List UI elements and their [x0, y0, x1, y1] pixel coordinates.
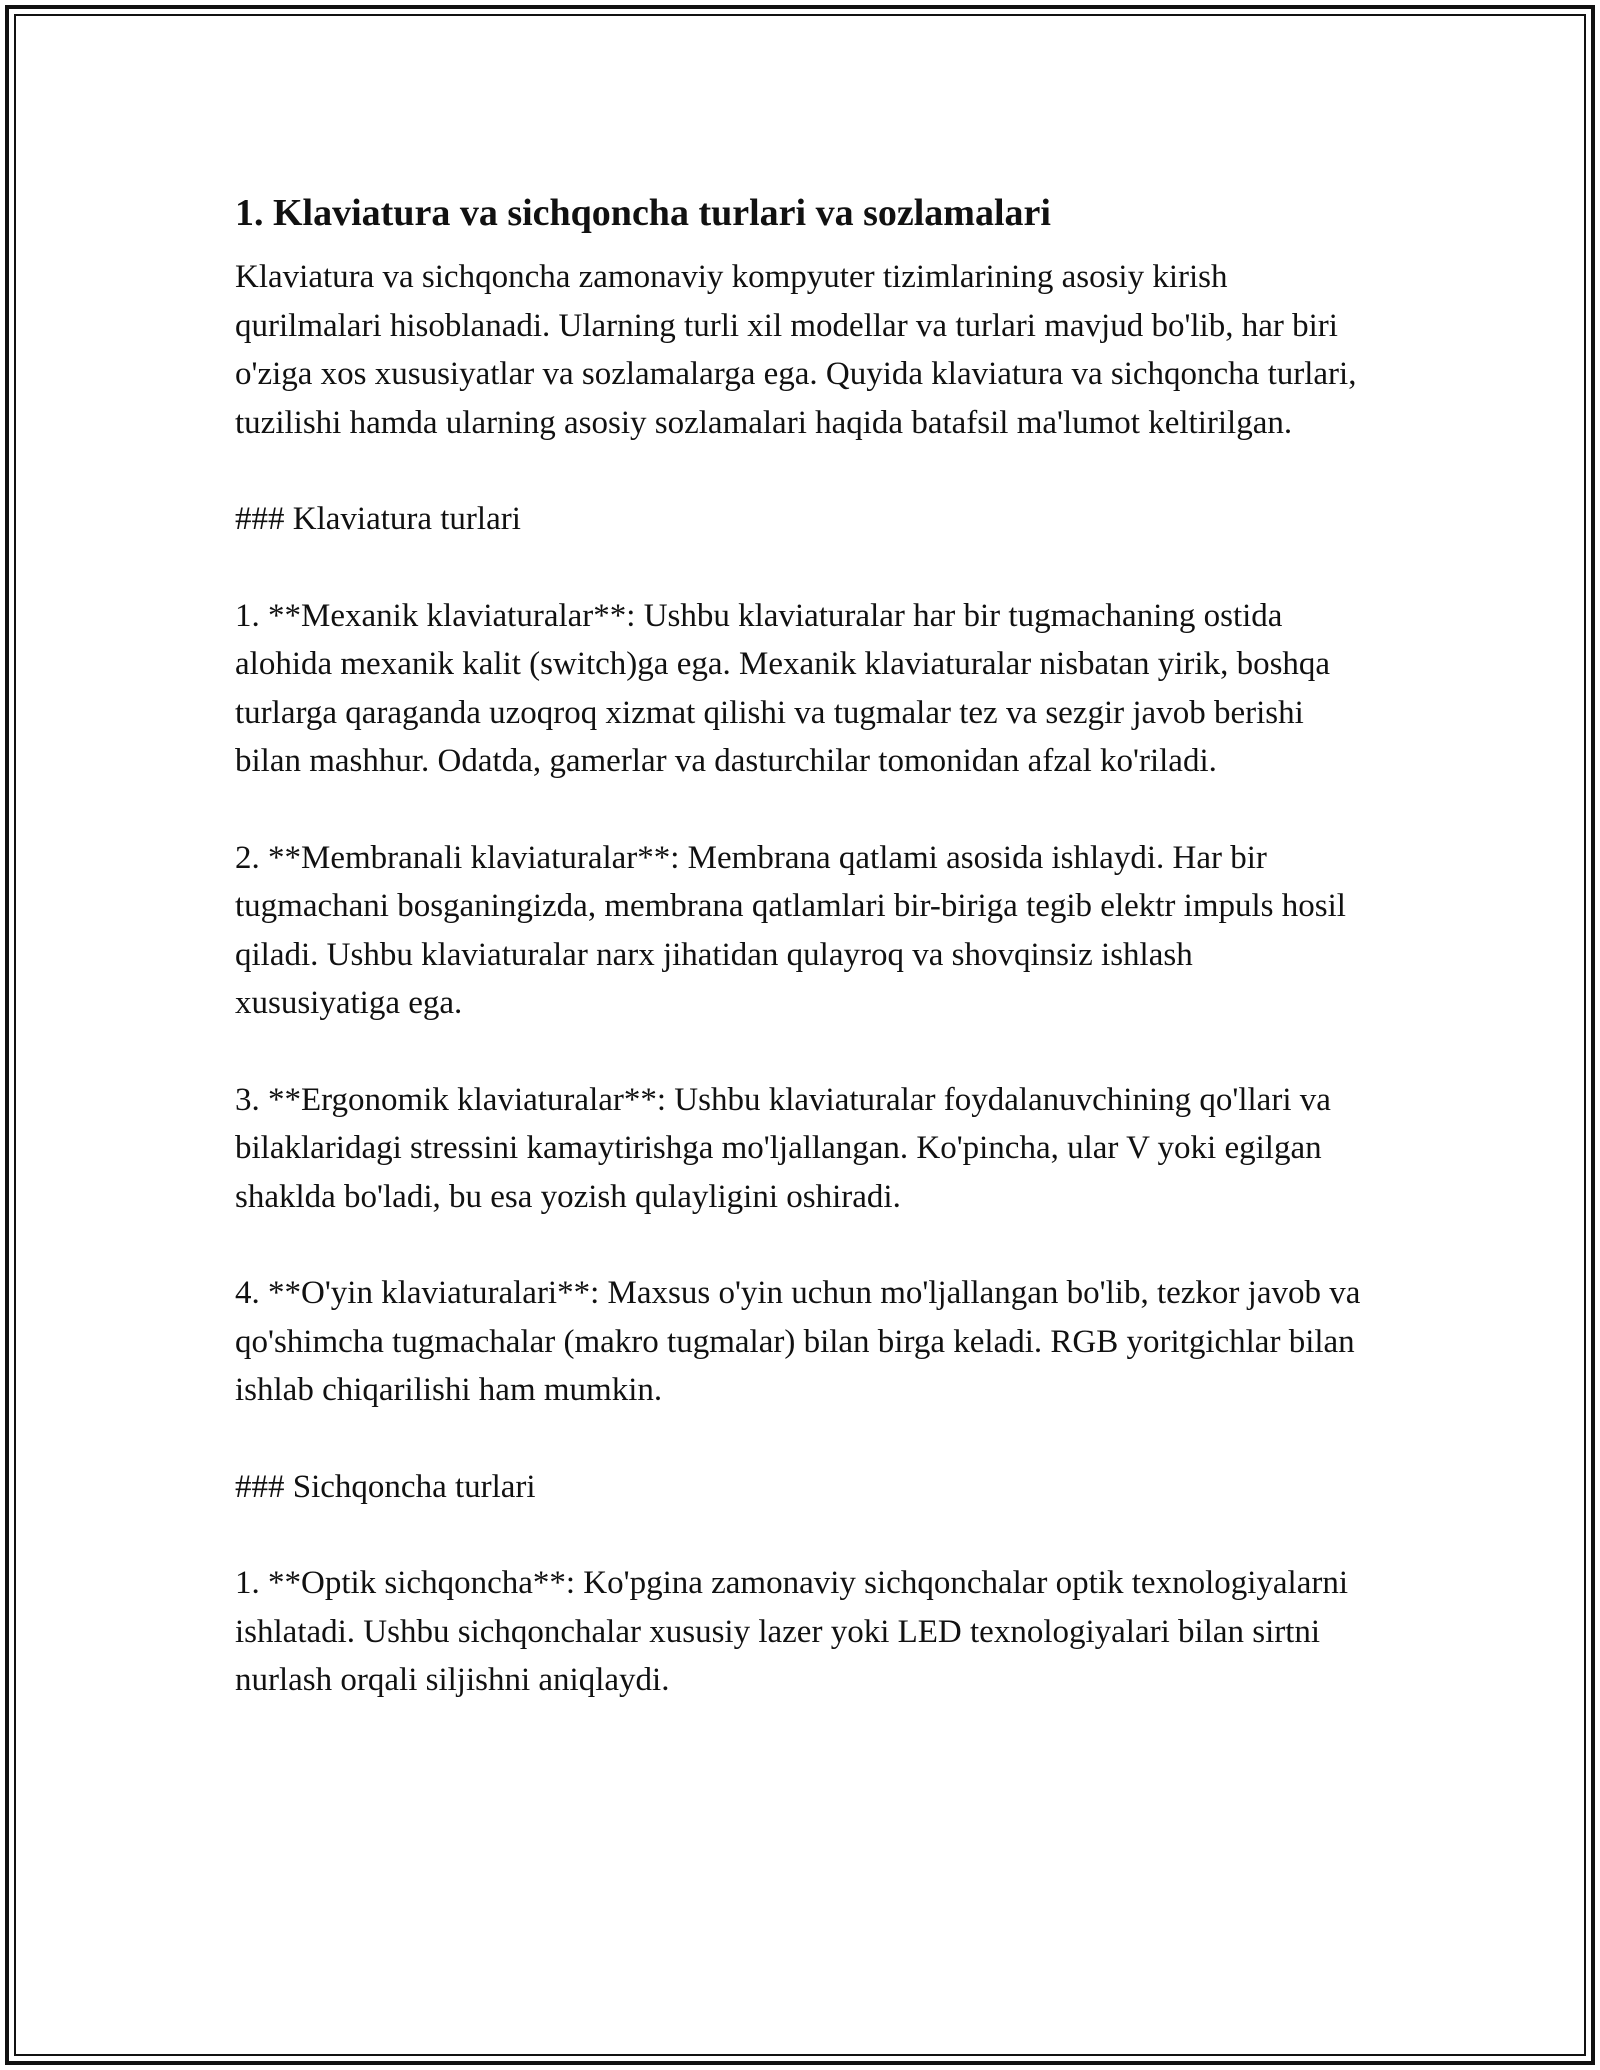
document-title: 1. Klaviatura va sichqoncha turlari va sozlamalari [235, 192, 1051, 234]
keyboard-item-mechanical: 1. **Mexanik klaviaturalar**: Ushbu klaviaturalar har bir tugmachaning ostida alohida mexanik kalit (switch)ga ega. Mexanik klaviaturalar nisbatan yirik, boshqa turlarga qaraganda uzoqroq xizmat qilishi va tugmalar tez va sezgir javob berishi bilan mashhur. Odatda, gamerlar va dasturchilar tomonidan afzal ko'riladi. [235, 597, 1331, 779]
keyboard-types-heading: ### Klaviatura turlari [235, 501, 521, 537]
keyboard-item-membrane: 2. **Membranali klaviaturalar**: Membrana qatlami asosida ishlaydi. Har bir tugmachani bosganingizda, membrana qatlamlari bir-biriga tegib elektr impuls hosil qiladi. Ushbu klaviaturalar narx jihatidan qulayroq va shovqinsiz ishlash xususiyatiga ega. [235, 839, 1346, 1021]
keyboard-item-gaming: 4. **O'yin klaviaturalari**: Maxsus o'yin uchun mo'ljallangan bo'lib, tezkor javob va qo'shimcha tugmachalar (makro tugmalar) bilan birga keladi. RGB yoritgichlar bilan ishlab chiqarilishi ham mumkin. [235, 1275, 1361, 1408]
keyboard-item-ergonomic: 3. **Ergonomik klaviaturalar**: Ushbu klaviaturalar foydalanuvchining qo'llari va bilaklaridagi stressini kamaytirishga mo'ljallangan. Ko'pincha, ular V yoki egilgan shaklda bo'ladi, bu esa yozish qulayligini oshiradi. [235, 1081, 1331, 1215]
intro-paragraph: Klaviatura va sichqoncha zamonaviy kompyuter tizimlarining asosiy kirish qurilmalari hisoblanadi. Ularning turli xil modellar va turlari mavjud bo'lib, har biri o'ziga xos xususiyatlar va sozlamalarga ega. Quyida klaviatura va sichqoncha turlari, tuzilishi hamda ularning asosiy sozlamalari haqida batafsil ma'lumot keltirilgan. [235, 259, 1357, 441]
mouse-types-heading: ### Sichqoncha turlari [235, 1468, 536, 1505]
document-body [235, 185, 1365, 1705]
mouse-item-optical: 1. **Optik sichqoncha**: Ko'pgina zamonaviy sichqonchalar optik texnologiyalarni ishlatadi. Ushbu sichqonchalar xususiy lazer yoki LED texnologiyalari bilan sirtni nurlash orqali siljishni aniqlaydi. [235, 1565, 1349, 1698]
